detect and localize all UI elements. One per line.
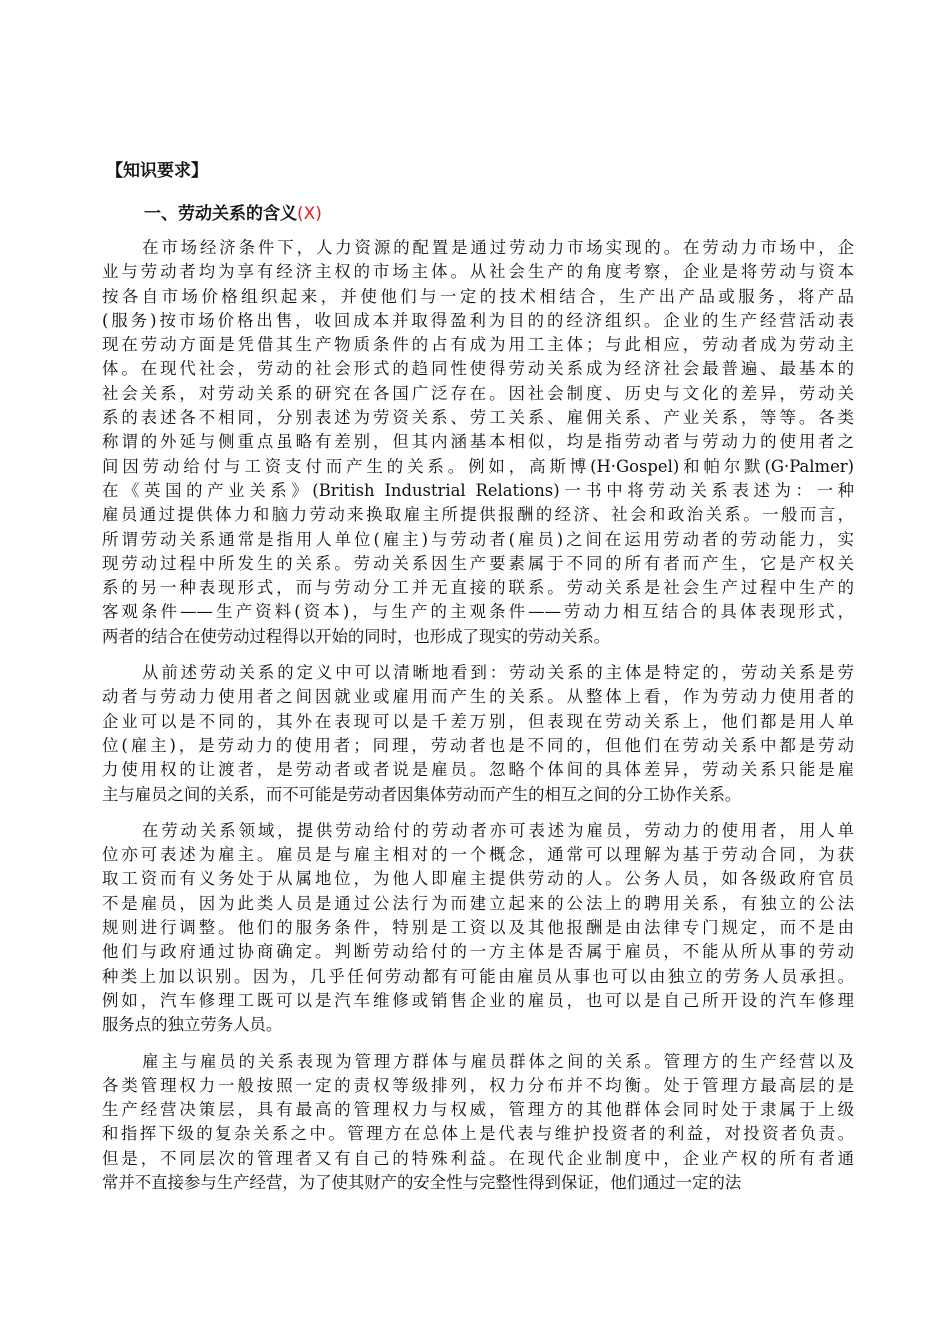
text-line: 系的另一种表现形式，而与劳动分工并无直接的联系。劳动关系是社会生产过程中生产的 <box>102 578 854 598</box>
text-line: 业与劳动者均为享有经济主权的市场主体。从社会生产的角度考察，企业是将劳动与资本 <box>102 262 854 282</box>
text-line: 雇主与雇员的关系表现为管理方群体与雇员群体之间的关系。管理方的生产经营以及 <box>142 1051 854 1071</box>
text-line: 社会关系，对劳动关系的研究在各国广泛存在。因社会制度、历史与文化的差异，劳动关 <box>102 383 854 403</box>
paragraph <box>102 236 854 649</box>
text-line: 雇员通过提供体力和脑力劳动来换取雇主所提供报酬的经济、社会和政治关系。一般而言， <box>102 505 854 525</box>
text-line: 在劳动关系领域，提供劳动给付的劳动者亦可表述为雇员，劳动力的使用者，用人单 <box>142 820 854 840</box>
body-text <box>102 236 854 1207</box>
text-line: 力使用权的让渡者，是劳动者或者说是雇员。忽略个体间的具体差异，劳动关系只能是雇 <box>102 760 854 780</box>
text-line: 生产经营决策层，具有最高的管理权力与权威，管理方的其他群体会同时处于隶属于上级 <box>102 1100 854 1120</box>
text-line: 称谓的外延与侧重点虽略有差别，但其内涵基本相似，均是指劳动者与劳动力的使用者之 <box>102 432 854 452</box>
text-line: 他们与政府通过协商确定。判断劳动给付的一方主体是否属于雇员，不能从所从事的劳动 <box>102 942 854 962</box>
text-line: 种类上加以识别。因为，几乎任何劳动都有可能由雇员从事也可以由独立的劳务人员承担。 <box>102 966 854 986</box>
text-line: 但是，不同层次的管理者又有自己的特殊利益。在现代企业制度中，企业产权的所有者通 <box>102 1148 854 1168</box>
text-line: 例如，汽车修理工既可以是汽车维修或销售企业的雇员，也可以是自己所开设的汽车修理 <box>102 990 854 1010</box>
text-line: 客观条件——生产资料(资本)，与生产的主观条件——劳动力相互结合的具体表现形式， <box>102 602 854 622</box>
text-line: 现在劳动方面是凭借其生产物质条件的占有成为用工主体；与此相应，劳动者成为劳动主 <box>102 335 854 355</box>
text-line: (服务)按市场价格出售，收回成本并取得盈利为目的的经济组织。企业的生产经营活动表 <box>102 310 854 330</box>
text-line: 各类管理权力一般按照一定的责权等级排列，权力分布并不均衡。处于管理方最高层的是 <box>102 1075 854 1095</box>
text-line: 主与雇员之间的关系，而不可能是劳动者因集体劳动而产生的相互之间的分工协作关系。 <box>102 784 742 804</box>
text-line: 位(雇主)，是劳动力的使用者；同理，劳动者也是不同的，但他们在劳动关系中都是劳动 <box>102 735 854 755</box>
text-line: 体。在现代社会，劳动的社会形式的趋同性使得劳动关系成为经济社会最普遍、最基本的 <box>102 359 854 379</box>
text-line: 规则进行调整。他们的服务条件，特别是工资以及其他报酬是由法律专门规定，而不是由 <box>102 918 854 938</box>
text-line: 常并不直接参与生产经营，为了使其财产的安全性与完整性得到保证，他们通过一定的法 <box>102 1172 742 1192</box>
subheading <box>144 201 322 227</box>
text-line: 在《英国的产业关系》(British Industrial Relations)一书中将劳动关系表述为：一种 <box>102 480 854 500</box>
text-line: 在市场经济条件下，人力资源的配置是通过劳动力市场实现的。在劳动力市场中，企 <box>142 238 854 257</box>
paragraph <box>102 661 854 807</box>
text-line: 和指挥下级的复杂关系之中。管理方在总体上是代表与维护投资者的利益，对投资者负责。 <box>102 1124 854 1144</box>
text-line: 动者与劳动力使用者之间因就业或雇用而产生的关系。从整体上看，作为劳动力使用者的 <box>102 687 854 707</box>
text-line: 不是雇员，因为此类人员是通过公法行为而建立起来的公法上的聘用关系，有独立的公法 <box>102 893 854 913</box>
subheading-title: 一、劳动关系的含义 <box>144 204 297 224</box>
text-line: 按各自市场价格组织起来，并使他们与一定的技术相结合，生产出产品或服务，将产品 <box>102 286 854 306</box>
text-line: 两者的结合在使劳动过程得以开始的同时，也形成了现实的劳动关系。 <box>102 626 611 646</box>
paragraph <box>102 1050 854 1196</box>
paragraph <box>102 819 854 1038</box>
subheading-mark: (X) <box>297 204 322 224</box>
text-line: 服务点的独立劳务人员。 <box>102 1015 283 1035</box>
text-line: 取工资而有义务处于从属地位，为他人即雇主提供劳动的人。公务人员，如各级政府官员 <box>102 869 854 889</box>
text-line: 间因劳动给付与工资支付而产生的关系。例如，高斯博(H·Gospel)和帕尔默(G·Palmer) <box>102 456 854 476</box>
text-line: 位亦可表述为雇主。雇员是与雇主相对的一个概念，通常可以理解为基于劳动合同，为获 <box>102 845 854 865</box>
text-line: 系的表述各不相同，分别表述为劳资关系、劳工关系、雇佣关系、产业关系，等等。各类 <box>102 408 854 428</box>
section-heading: 【知识要求】 <box>106 161 208 181</box>
text-line: 所谓劳动关系通常是指用人单位(雇主)与劳动者(雇员)之间在运用劳动者的劳动能力，实 <box>102 529 854 549</box>
text-line: 从前述劳动关系的定义中可以清晰地看到：劳动关系的主体是特定的，劳动关系是劳 <box>142 663 854 683</box>
text-line: 现劳动过程中所发生的关系。劳动关系因生产要素属于不同的所有者而产生，它是产权关 <box>102 553 854 573</box>
text-line: 企业可以是不同的，其外在表现可以是千差万别，但表现在劳动关系上，他们都是用人单 <box>102 711 854 731</box>
